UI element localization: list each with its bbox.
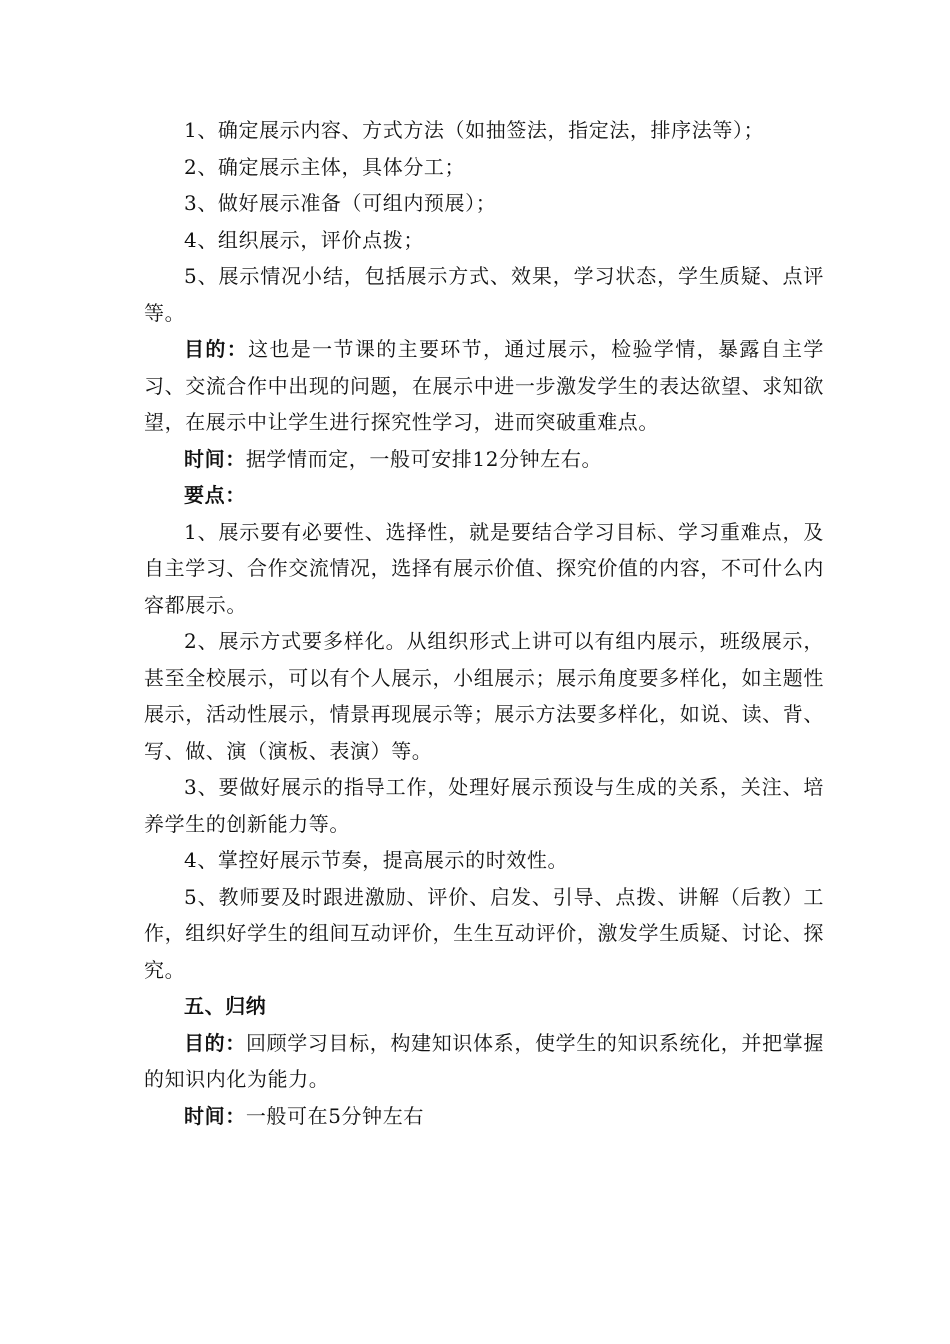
keypoint-1: 1、展示要有必要性、选择性，就是要结合学习目标、学习重难点，及自主学习、合作交流情况，选择有展示价值、探究价值的内容，不可什么内容都展示。 [144, 519, 824, 617]
step-4: 4、组织展示，评价点拨； [184, 227, 424, 252]
time-text: 据学情而定，一般可安排12分钟左右。 [245, 446, 603, 471]
purpose-label: 目的： [184, 1030, 246, 1055]
purpose-label: 目的： [184, 337, 249, 361]
section5-heading: 五、归纳 [184, 994, 267, 1018]
section5-purpose [144, 1025, 824, 1098]
purpose-text: 这也是一节课的主要环节，通过展示，检验学情，暴露自主学习、交流合作中出现的问题，在展示中进一步激发学生的表达欲望、求知欲望，在展示中让学生进行探究性学习，进而突破重难点。 [144, 337, 824, 434]
time-label: 时间： [184, 446, 246, 471]
time-text: 一般可在5分钟左右 [245, 1103, 424, 1128]
keypoint-4: 4、掌控好展示节奏，提高展示的时效性。 [184, 848, 569, 872]
keypoint-3: 3、要做好展示的指导工作，处理好展示预设与生成的关系，关注、培养学生的创新能力等。 [144, 775, 824, 836]
section4-keypoints-heading [144, 477, 824, 514]
purpose-text: 回顾学习目标，构建知识体系，使学生的知识系统化，并把掌握的知识内化为能力。 [144, 1030, 824, 1091]
time-label: 时间： [184, 1103, 246, 1128]
section4-time [144, 441, 824, 478]
keypoints-label: 要点： [184, 483, 246, 507]
step-2: 2、确定展示主体，具体分工； [184, 154, 466, 179]
section5-time [144, 1098, 824, 1135]
section4-purpose [144, 331, 824, 441]
keypoint-2: 2、展示方式要多样化。从组织形式上讲可以有组内展示，班级展示，甚至全校展示，可以有个人展示，小组展示；展示角度要多样化，如主题性展示，活动性展示，情景再现展示等；展示方法要多样化，如说、读、背、写、做、演（演板、表演）等。 [144, 629, 824, 763]
keypoint-5: 5、教师要及时跟进激励、评价、启发、引导、点拨、讲解（后教）工作，组织好学生的组间互动评价，生生互动评价，激发学生质疑、讨论、探究。 [144, 884, 824, 982]
step-3: 3、做好展示准备（可组内预展）； [184, 191, 497, 215]
document-page [144, 112, 824, 1134]
step-1: 1、确定展示内容、方式方法（如抽签法，指定法，排序法等）； [184, 118, 765, 142]
step-5: 5、展示情况小结，包括展示方式、效果，学习状态，学生质疑、点评等。 [144, 264, 824, 325]
